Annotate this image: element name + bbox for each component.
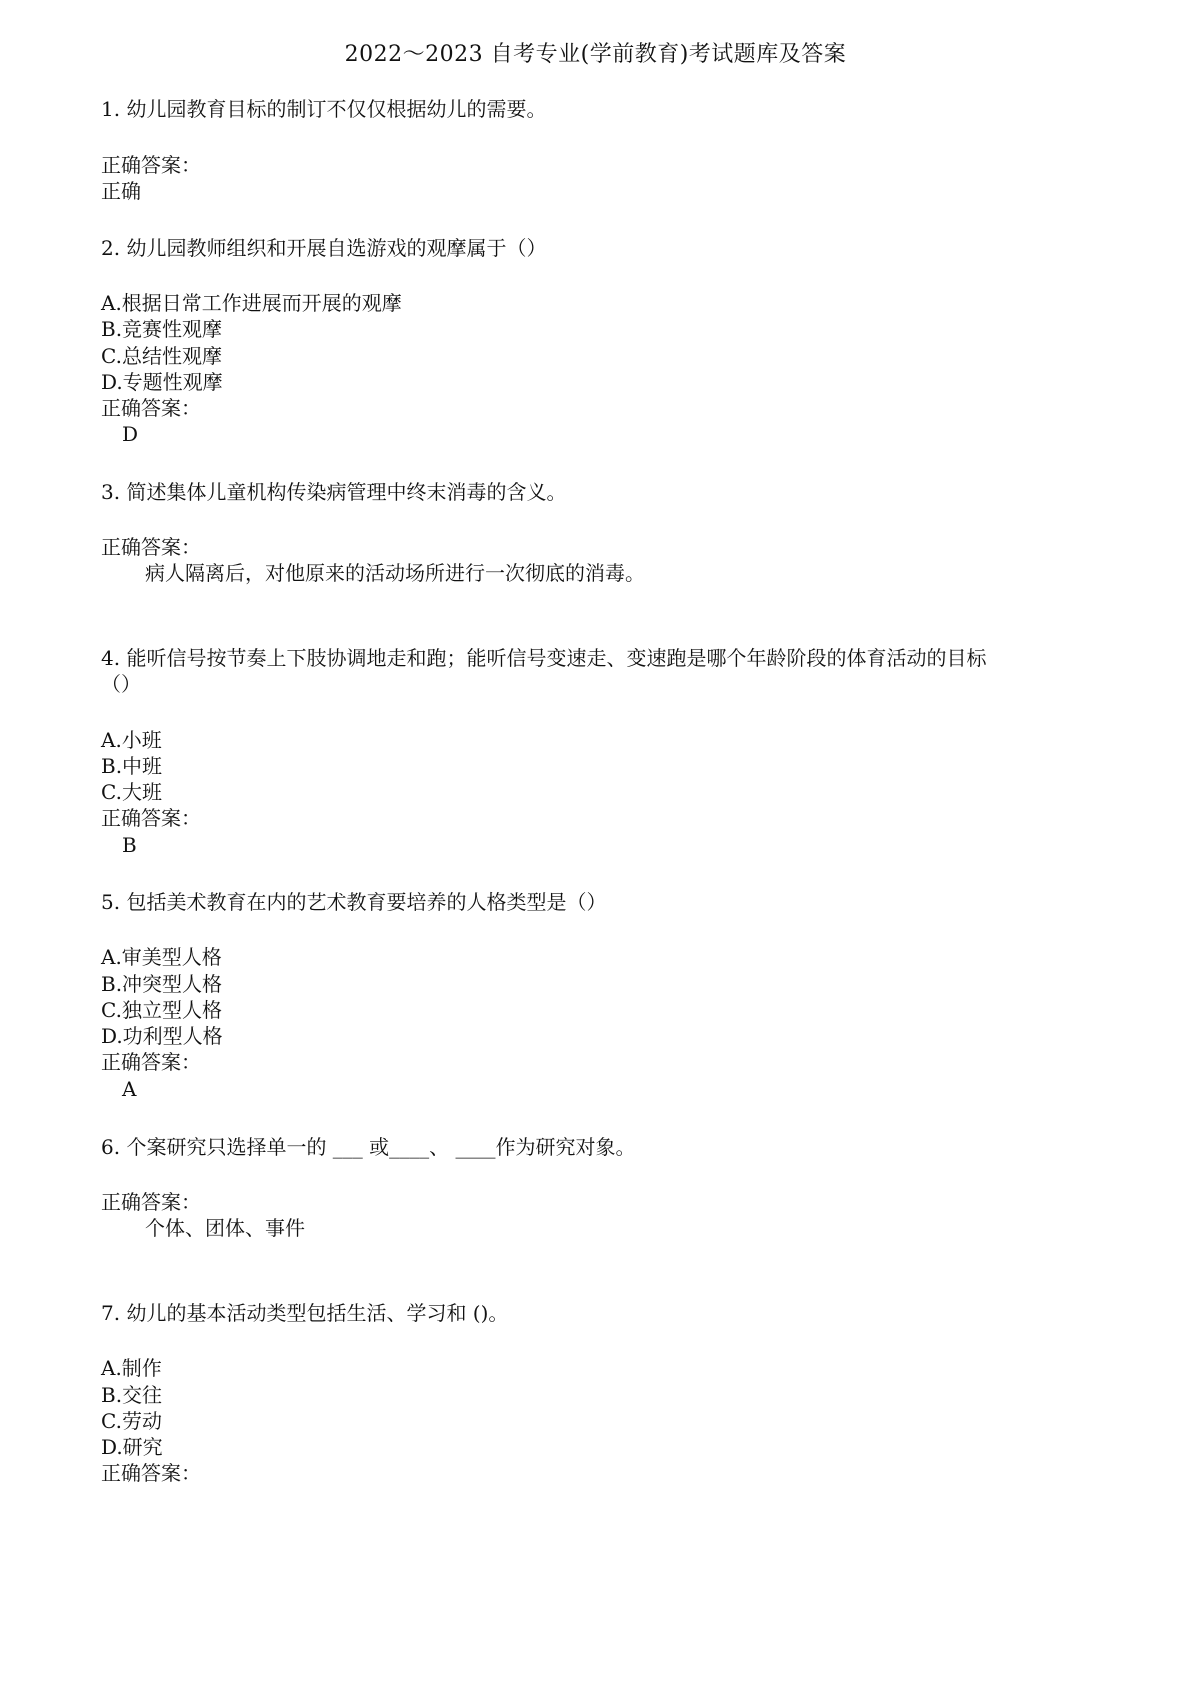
question-7-option-d: D.研究 bbox=[101, 1435, 163, 1459]
question-4-answer: B bbox=[122, 833, 137, 857]
question-6-answer-label: 正确答案： bbox=[101, 1190, 201, 1214]
question-7-answer-label: 正确答案： bbox=[101, 1461, 201, 1485]
question-6-answer: 个体、团体、事件 bbox=[145, 1216, 305, 1240]
question-2-option-d: D.专题性观摩 bbox=[101, 370, 223, 394]
question-4-stem: 4. 能听信号按节奏上下肢协调地走和跑；能听信号变速走、变速跑是哪个年龄阶段的体育活动的目标 bbox=[101, 646, 987, 670]
question-3-answer-label: 正确答案： bbox=[101, 535, 201, 559]
question-5-stem: 5. 包括美术教育在内的艺术教育要培养的人格类型是（） bbox=[101, 890, 607, 914]
question-3-answer: 病人隔离后，对他原来的活动场所进行一次彻底的消毒。 bbox=[145, 561, 645, 585]
question-1-answer-label: 正确答案： bbox=[101, 153, 201, 177]
question-1-stem: 1. 幼儿园教育目标的制订不仅仅根据幼儿的需要。 bbox=[101, 97, 547, 121]
question-5-answer: A bbox=[122, 1077, 137, 1101]
question-7-option-c: C.劳动 bbox=[101, 1409, 162, 1433]
question-5-option-b: B.冲突型人格 bbox=[101, 972, 223, 996]
question-4-option-c: C.大班 bbox=[101, 780, 162, 804]
question-2-option-c: C.总结性观摩 bbox=[101, 344, 222, 368]
question-4-option-b: B.中班 bbox=[101, 754, 163, 778]
question-5-option-a: A.审美型人格 bbox=[101, 945, 222, 969]
question-1-answer: 正确 bbox=[101, 179, 141, 203]
question-7-option-a: A.制作 bbox=[101, 1356, 162, 1380]
document-title: 2022～2023 自考专业(学前教育)考试题库及答案 bbox=[344, 42, 847, 67]
question-2-answer-label: 正确答案： bbox=[101, 396, 201, 420]
question-6-stem: 6. 个案研究只选择单一的 ___ 或____、 ____作为研究对象。 bbox=[101, 1135, 636, 1159]
question-5-option-c: C.独立型人格 bbox=[101, 998, 222, 1022]
question-2-answer: D bbox=[122, 422, 139, 446]
question-4-option-a: A.小班 bbox=[101, 728, 162, 752]
question-7-option-b: B.交往 bbox=[101, 1383, 163, 1407]
question-3-stem: 3. 简述集体儿童机构传染病管理中终末消毒的含义。 bbox=[101, 480, 567, 504]
question-4-stem-continued: （） bbox=[101, 672, 141, 696]
question-7-stem: 7. 幼儿的基本活动类型包括生活、学习和 ()。 bbox=[101, 1301, 509, 1325]
question-2-option-b: B.竞赛性观摩 bbox=[101, 317, 223, 341]
question-2-option-a: A.根据日常工作进展而开展的观摩 bbox=[101, 291, 402, 315]
question-4-answer-label: 正确答案： bbox=[101, 806, 201, 830]
question-5-option-d: D.功利型人格 bbox=[101, 1024, 223, 1048]
question-5-answer-label: 正确答案： bbox=[101, 1050, 201, 1074]
question-2-stem: 2. 幼儿园教师组织和开展自选游戏的观摩属于（） bbox=[101, 236, 547, 260]
